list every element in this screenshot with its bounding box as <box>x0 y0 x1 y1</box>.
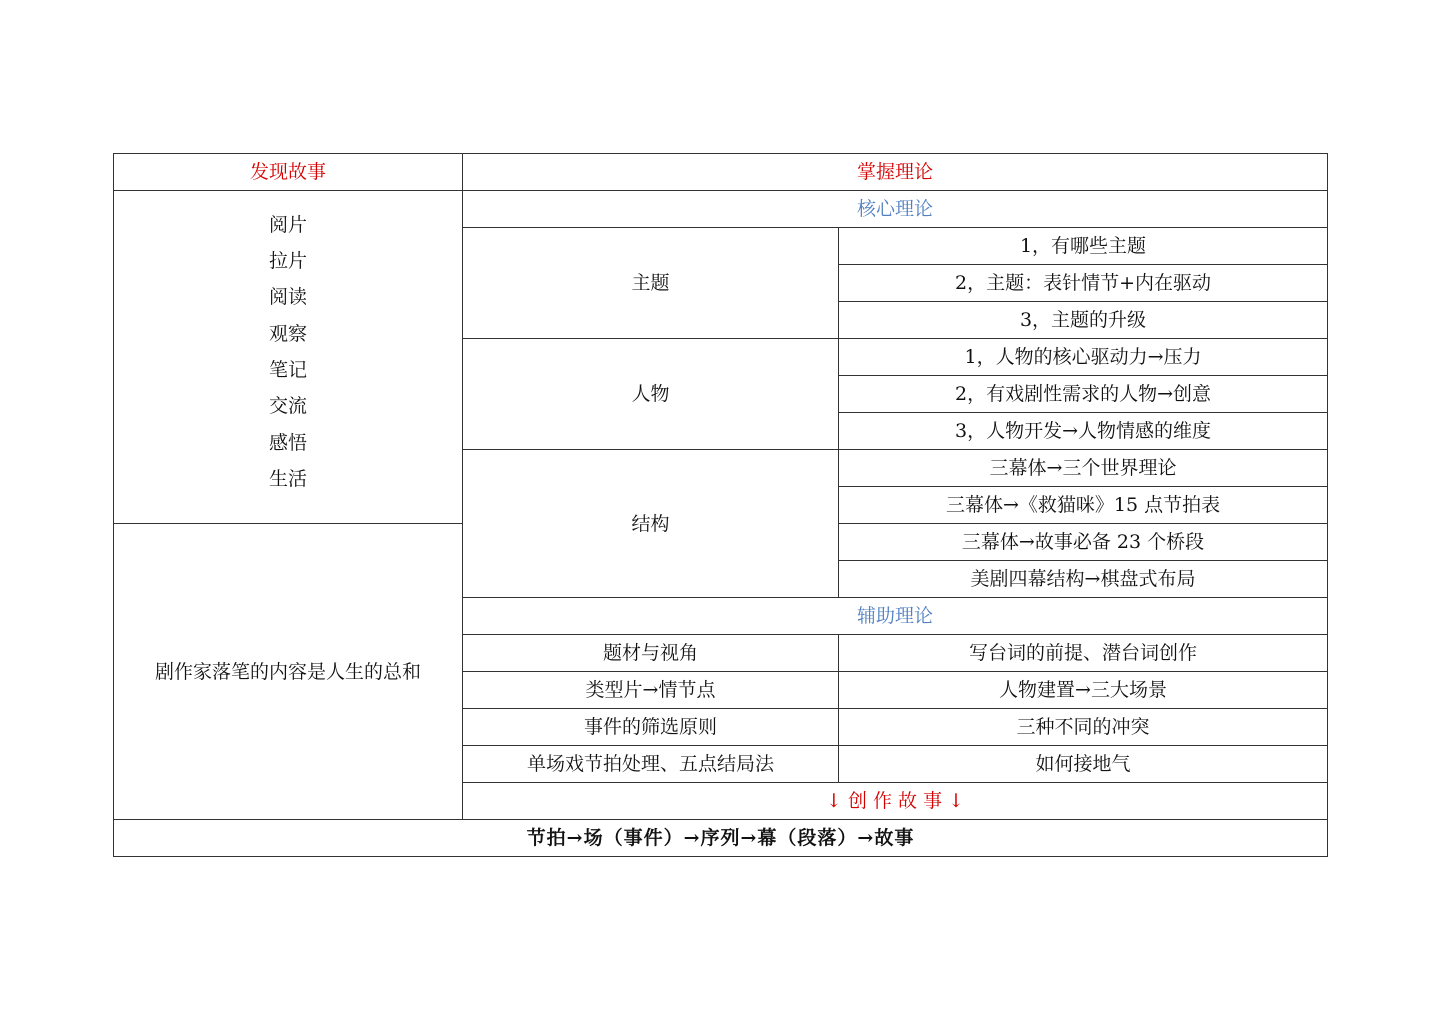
structure-item: 美剧四幕结构→棋盘式布局 <box>839 561 1328 598</box>
left-header-cell: 发现故事 <box>114 154 463 191</box>
core-theory-label: 核心理论 <box>463 191 1328 228</box>
aux-cell: 类型片→情节点 <box>463 672 839 709</box>
activity-item: 观察 <box>268 322 307 345</box>
aux-cell: 单场戏节拍处理、五点结局法 <box>463 746 839 783</box>
theme-item: 1，有哪些主题 <box>839 228 1328 265</box>
structure-title: 结构 <box>463 450 839 598</box>
aux-cell: 如何接地气 <box>839 746 1328 783</box>
aux-theory-label: 辅助理论 <box>463 598 1328 635</box>
create-story-cell: ↓ 创 作 故 事 ↓ <box>463 783 1328 820</box>
activity-item: 阅片 <box>268 213 307 236</box>
activity-item: 感悟 <box>268 431 307 454</box>
theme-item: 3，主题的升级 <box>839 302 1328 339</box>
activity-item: 交流 <box>268 395 307 418</box>
activity-item: 笔记 <box>268 359 307 381</box>
theme-item: 2，主题：表针情节+内在驱动 <box>839 265 1328 302</box>
activities-cell <box>114 191 463 524</box>
right-header-cell: 掌握理论 <box>463 154 1328 191</box>
core-theory-row <box>114 191 1328 228</box>
character-item: 2，有戏剧性需求的人物→创意 <box>839 376 1328 413</box>
character-item: 3，人物开发→人物情感的维度 <box>839 413 1328 450</box>
structure-item: 三幕体→故事必备 23 个桥段 <box>839 524 1328 561</box>
quote-cell: 剧作家落笔的内容是人生的总和 <box>114 524 463 820</box>
character-title: 人物 <box>463 339 839 450</box>
aux-cell: 写台词的前提、潜台词创作 <box>839 635 1328 672</box>
header-row <box>114 154 1328 191</box>
activity-item: 生活 <box>268 467 307 490</box>
aux-cell: 三种不同的冲突 <box>839 709 1328 746</box>
flow-cell: 节拍→场（事件）→序列→幕（段落）→故事 <box>114 820 1328 857</box>
structure-item: 三幕体→三个世界理论 <box>839 450 1328 487</box>
flow-row <box>114 820 1328 857</box>
aux-cell: 人物建置→三大场景 <box>839 672 1328 709</box>
structure-item: 三幕体→《救猫咪》15 点节拍表 <box>839 487 1328 524</box>
activity-item: 阅读 <box>268 286 307 309</box>
activity-item: 拉片 <box>268 250 307 273</box>
theory-table <box>113 153 1328 857</box>
aux-cell: 事件的筛选原则 <box>463 709 839 746</box>
aux-cell: 题材与视角 <box>463 635 839 672</box>
theme-title: 主题 <box>463 228 839 339</box>
character-item: 1，人物的核心驱动力→压力 <box>839 339 1328 376</box>
